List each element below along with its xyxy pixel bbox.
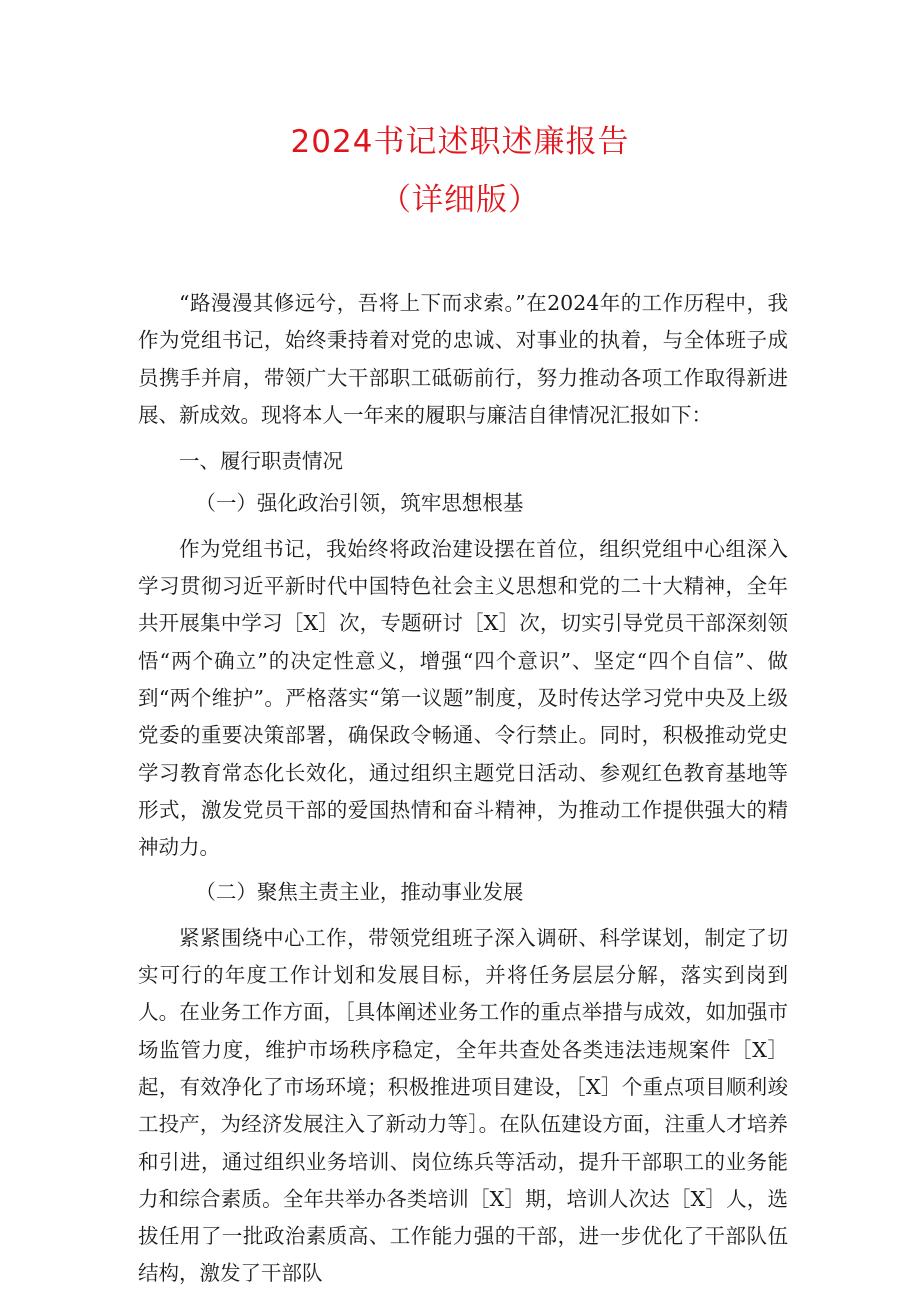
document-body [138,285,788,1293]
subsection-paragraph-political: 作为党组书记，我始终将政治建设摆在首位，组织党组中心组深入学习贯彻习近平新时代中国特色社会主义思想和党的二十大精神，全年共开展集中学习［X］次，专题研讨［X］次，切实引导党员干部深刻领悟“两个确立”的决定性意义，增强“四个意识”、坚定“四个自信”、做到“两个维护”。严格落实“第一议题”制度，及时传达学习党中央及上级党委的重要决策部署，确保政令畅通、令行禁止。同时，积极推动党史学习教育常态化长效化，通过组织主题党日活动、参观红色教育基地等形式，激发党员干部的爱国热情和奋斗精神，为推动工作提供强大的精神动力。 [138,536,788,860]
intro-paragraph: “路漫漫其修远兮，吾将上下而求索。”在2024年的工作历程中，我作为党组书记，始终秉持着对党的忠诚、对事业的执着，与全体班子成员携手并肩，带领广大干部职工砥砺前行，努力推动各项工作取得新进展、新成效。现将本人一年来的履职与廉洁自律情况汇报如下： [138,291,788,427]
document-title: 2024书记述职述廉报告 [290,124,630,160]
subsection-heading-political: （一）强化政治引领，筑牢思想根基 [195,491,524,516]
subsection-heading-development: （二）聚焦主责主业，推动事业发展 [195,880,524,905]
subsection-paragraph-development: 紧紧围绕中心工作，带领党组班子深入调研、科学谋划，制定了切实可行的年度工作计划和发展目标，并将任务层层分解，落实到岗到人。在业务工作方面，［具体阐述业务工作的重点举措与成效，如加强市场监管力度，维护市场秩序稳定，全年共查处各类违法违规案件［X］起，有效净化了市场环境；积极推进项目建设，［X］个重点项目顺利竣工投产，为经济发展注入了新动力等］。在队伍建设方面，注重人才培养和引进，通过组织业务培训、岗位练兵等活动，提升干部职工的业务能力和综合素质。全年共举办各类培训［X］期，培训人次达［X］人，选拔任用了一批政治素质高、工作能力强的干部，进一步优化了干部队伍结构，激发了干部队 [138,925,788,1286]
section-heading-duties: 一、履行职责情况 [179,449,343,474]
document-subtitle: （详细版） [380,182,540,218]
